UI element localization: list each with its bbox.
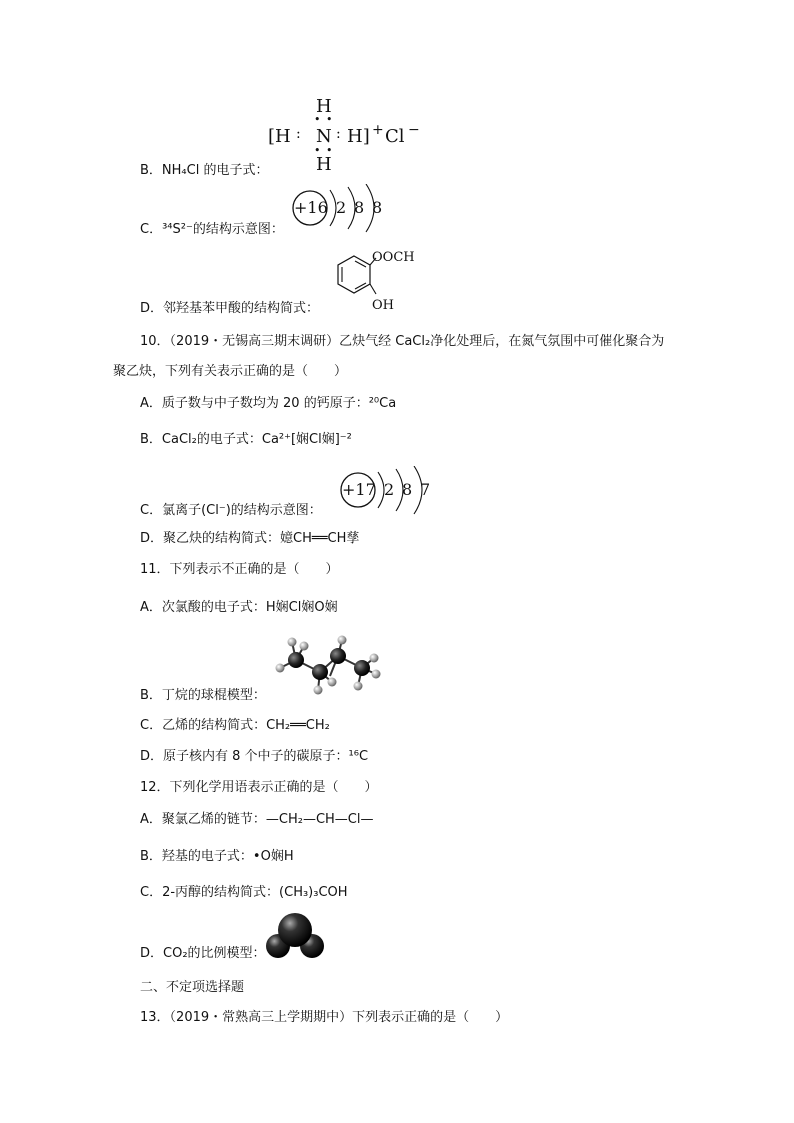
option-d-benzoic: D．邻羟基苯甲酸的结构简式：	[140, 301, 320, 316]
sulfur-ion-structure	[290, 184, 400, 234]
sulfur-nucleus: +16	[294, 198, 328, 217]
electron-dots-right: :	[336, 126, 341, 142]
chloride-nucleus: +17	[342, 480, 376, 499]
option-d-polyacetylene: D．聚乙炔的结构简式：嬑CH══CH孳	[140, 531, 360, 546]
bracket-left-h: [H	[268, 126, 291, 147]
chloride-shell-1: 2	[384, 480, 395, 499]
option-d-carbon: D．原子核内有 8 个中子的碳原子：¹⁶C	[140, 749, 369, 764]
question-12: 12．下列化学用语表示正确的是（ ）	[140, 780, 378, 795]
benzene-substituent-oh: OH	[372, 298, 394, 313]
option-a-hclo: A．次氯酸的电子式：H娴Cl娴O娴	[140, 600, 338, 615]
question-10-line2: 聚乙炔，下列有关表示正确的是（ ）	[113, 364, 348, 379]
sulfur-shell-3: 8	[372, 198, 383, 217]
nh4cl-electron-formula	[262, 96, 452, 176]
option-c-ethylene: C．乙烯的结构简式：CH₂══CH₂	[140, 718, 330, 733]
question-13: 13．（2019・常熟高三上学期期中）下列表示正确的是（ ）	[140, 1010, 509, 1025]
chloride-ion-structure	[338, 466, 448, 516]
butane-ball-stick-model	[270, 630, 390, 700]
sulfur-shell-1: 2	[336, 198, 347, 217]
h-bottom: H	[316, 154, 332, 175]
option-b-cacl2: B．CaCl₂的电子式：Ca²⁺[娴Cl娴]⁻²	[140, 432, 352, 447]
electron-dots-top: • •	[314, 113, 334, 126]
option-b-hydroxyl: B．羟基的电子式：•O娴H	[140, 849, 294, 864]
option-c-s-ion: C．³⁴S²⁻的结构示意图：	[140, 222, 284, 237]
benzene-structure	[328, 250, 428, 314]
option-c-propanol: C．2-丙醇的结构简式：(CH₃)₃COH	[140, 885, 348, 900]
option-d-co2: D．CO₂的比例模型：	[140, 946, 266, 961]
option-c-chloride: C．氯离子(Cl⁻)的结构示意图：	[140, 503, 322, 518]
minus-charge: −	[408, 122, 420, 138]
question-11: 11．下列表示不正确的是（ ）	[140, 562, 339, 577]
plus-charge: +	[372, 122, 384, 138]
option-b-butane: B．丁烷的球棍模型：	[140, 688, 266, 703]
sulfur-shell-2: 8	[354, 198, 365, 217]
chloride-shell-2: 8	[402, 480, 413, 499]
h-right-bracket: H]	[347, 126, 370, 147]
benzene-substituent-ooch: OOCH	[372, 250, 415, 265]
chloride-shell-3: 7	[420, 480, 431, 499]
n-atom: N	[316, 126, 332, 147]
option-a-calcium: A．质子数与中子数均为 20 的钙原子：²⁰Ca	[140, 396, 397, 411]
option-a-pvc: A．聚氯乙烯的链节：—CH₂—CH—Cl—	[140, 812, 374, 827]
cl-ion: Cl	[385, 126, 405, 147]
section-heading-multiple-choice: 二、不定项选择题	[140, 980, 245, 995]
question-10-line1: 10．（2019・无锡高三期末调研）乙炔气经 CaCl₂净化处理后，在氮气氛围中可催化聚合为	[140, 334, 665, 349]
electron-dots-bottom: • •	[314, 144, 334, 157]
electron-dots-left: :	[296, 126, 301, 142]
co2-space-filling-model	[264, 910, 328, 962]
h-top: H	[316, 96, 332, 117]
option-b-nh4cl: B．NH₄Cl 的电子式：	[140, 163, 269, 178]
